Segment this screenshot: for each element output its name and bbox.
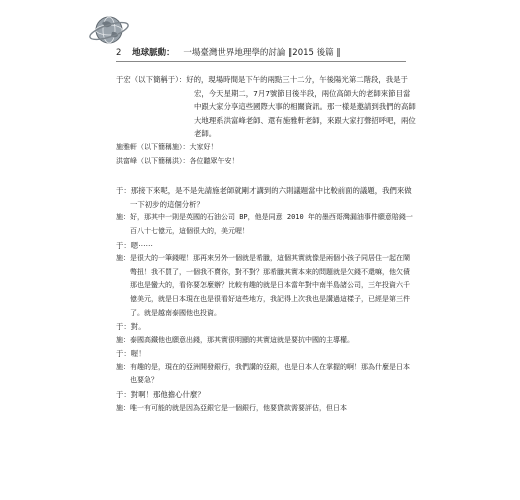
- dialogue-paragraph: [116, 347, 416, 361]
- dialogue-text: 泰國高鐵他也願意出錢，那其實很明顯的其實這就是要抗中國的主導權。: [130, 335, 354, 344]
- speaker-label: 于：: [116, 186, 131, 196]
- dialogue-paragraph: [116, 184, 416, 211]
- dialogue-paragraph: [116, 361, 416, 388]
- dialogue-text: 唯一有可能的就是因為亞銀它是一個銀行，他要貸款需要評估，但日本: [130, 403, 347, 412]
- speaker-label: 洪富峰（以下簡稱洪）：: [116, 156, 190, 165]
- dialogue-text: 好，那其中一則是英國的石油公司 BP，他是同意 2010 年的墨西哥灣漏油事件願意賠錢一百八十七億元，這個很大的，美元喔！: [130, 213, 413, 235]
- speaker-label: 施：: [116, 362, 130, 371]
- dialogue-paragraph: [116, 211, 416, 238]
- dialogue-paragraph: [116, 239, 416, 253]
- dialogue-text: 是很大的一筆錢喔！那再來另外一個就是希臘，這個其實就像是兩個小孩子同居住一起在鬧彆扭！我不買了，一個我不賣你，對不對？那希臘其實本來的問題就是欠錢不還嘛，他欠債那也是蠻大的，看你要怎麼辦？比較有趣的就是日本當年對中南半島諸公司，三年投資六千億美元，就是日本現在也是很看好這些地方，我記得上次我也是講過這樣子，已經是第三件了。就是越南泰國他也投資。: [130, 254, 410, 317]
- header-divider: [116, 61, 406, 62]
- dialogue-text: 大家好！: [189, 142, 218, 151]
- running-header: [116, 47, 496, 59]
- dialogue-paragraph: [116, 402, 416, 416]
- speaker-label: 于：: [116, 240, 131, 250]
- speaker-label: 施雅軒（以下簡稱施）：: [116, 142, 190, 151]
- dialogue-paragraph: [116, 155, 416, 169]
- speaker-label: 于：: [116, 390, 131, 400]
- speaker-label: 施：: [116, 254, 130, 263]
- speaker-label: 于宏（以下簡稱于）：: [116, 75, 187, 84]
- dialogue-text: 有趣的是，現在的亞洲開發銀行，我們講的亞銀，也是日本人在掌握的啊！那為什麼是日本也要急？: [130, 362, 410, 385]
- speaker-label: 施：: [116, 213, 130, 222]
- speaker-label: 于：: [116, 322, 131, 332]
- dialogue-paragraph: [116, 141, 416, 155]
- dialogue-text: 嗯⋯⋯: [130, 240, 153, 250]
- dialogue-text: 對啊！那他擔心什麼？: [130, 390, 205, 400]
- book-title: 地球脈動：: [132, 48, 175, 58]
- dialogue-paragraph: [116, 252, 416, 320]
- dialogue-paragraph: [116, 388, 416, 402]
- page-number: 2: [116, 48, 122, 58]
- dialogue-paragraph: [116, 73, 416, 141]
- dialogue-text: 好的，現場時間是下午的兩點三十二分，午後陽光第二階段，我是于宏，今天星期二，7月7號節目後半段，兩位高師大的老師來節目當中跟大家分享這些國際大事的相關資訊。那一樣是邀請到我們的高師大地理系洪富峰老師、還有施雅軒老師，來跟大家打聲招呼吧，兩位老師。: [186, 75, 416, 139]
- transcript-body: [116, 73, 416, 415]
- speaker-label: 施：: [116, 335, 130, 344]
- book-subtitle: 一場臺灣世界地理學的討論 ‖2015 後篇 ‖: [183, 48, 341, 58]
- speaker-label: 施：: [116, 403, 130, 412]
- dialogue-text: 對。: [130, 322, 146, 332]
- dialogue-text: 那接下來呢，是不是先請施老師就剛才講到的六則議題當中比較前面的議題，我們來做一下初步的這個分析？: [130, 186, 412, 209]
- speaker-label: 于：: [116, 349, 131, 359]
- globe-logo-icon: [88, 14, 130, 46]
- dialogue-paragraph: [116, 320, 416, 334]
- dialogue-text: 各位聽眾午安！: [189, 156, 239, 165]
- dialogue-text: 喔！: [130, 349, 146, 359]
- dialogue-paragraph: [116, 334, 416, 348]
